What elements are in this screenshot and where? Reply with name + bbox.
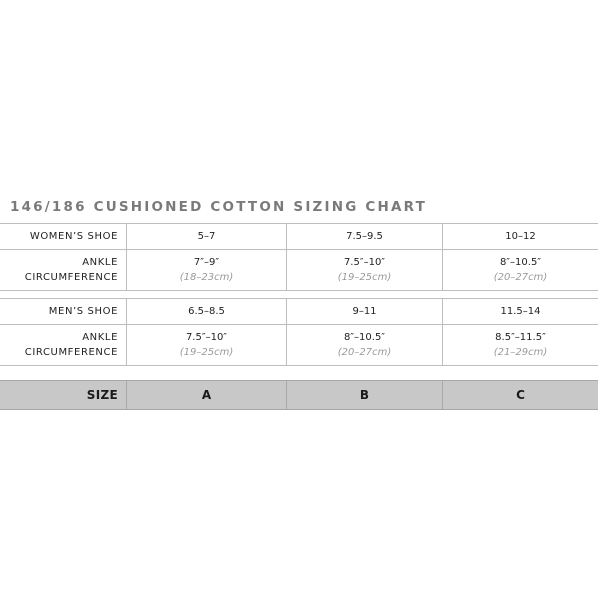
ankle-inches: 7″–9″ [193,257,220,268]
ankle-label-line2: CIRCUMFERENCE [24,347,118,358]
chart-title: 146/186 CUSHIONED COTTON SIZING CHART [10,199,428,215]
mens-shoe-size-a: 6.5–8.5 [126,299,286,324]
womens-ankle-label [0,250,126,290]
mens-ankle-label [0,325,126,365]
ankle-cm: (19–25cm) [337,272,392,283]
ankle-label-line1: ANKLE [82,257,118,268]
size-row [0,380,598,410]
ankle-cm: (20–27cm) [337,347,392,358]
ankle-inches: 8.5″–11.5″ [495,332,546,343]
mens-shoe-size-b: 9–11 [286,299,442,324]
ankle-cm: (19–25cm) [179,347,234,358]
ankle-inches: 7.5″–10″ [185,332,228,343]
ankle-label-line1: ANKLE [82,332,118,343]
ankle-label-line2: CIRCUMFERENCE [24,272,118,283]
womens-ankle-row [0,249,598,290]
womens-ankle-a [126,250,286,290]
mens-ankle-row [0,324,598,365]
ankle-inches: 8″–10.5″ [499,257,542,268]
womens-shoe-size-c: 10–12 [442,224,598,249]
ankle-inches: 8″–10.5″ [343,332,386,343]
womens-shoe-label: WOMEN’S SHOE [29,231,118,242]
ankle-cm: (20–27cm) [493,272,548,283]
size-label: SIZE [86,387,118,402]
womens-size-table [0,223,598,291]
womens-ankle-b [286,250,442,290]
mens-ankle-a [126,325,286,365]
mens-shoe-label: MEN’S SHOE [48,306,118,317]
size-c: C [442,381,598,409]
ankle-cm: (21–29cm) [493,347,548,358]
womens-ankle-c [442,250,598,290]
womens-shoe-size-a: 5–7 [126,224,286,249]
mens-ankle-b [286,325,442,365]
mens-shoe-size-c: 11.5–14 [442,299,598,324]
womens-shoe-row [0,224,598,249]
size-b: B [286,381,442,409]
size-a: A [126,381,286,409]
mens-shoe-row [0,299,598,324]
womens-shoe-size-b: 7.5–9.5 [286,224,442,249]
ankle-cm: (18–23cm) [179,272,234,283]
ankle-inches: 7.5″–10″ [343,257,386,268]
mens-ankle-c [442,325,598,365]
mens-size-table [0,298,598,366]
